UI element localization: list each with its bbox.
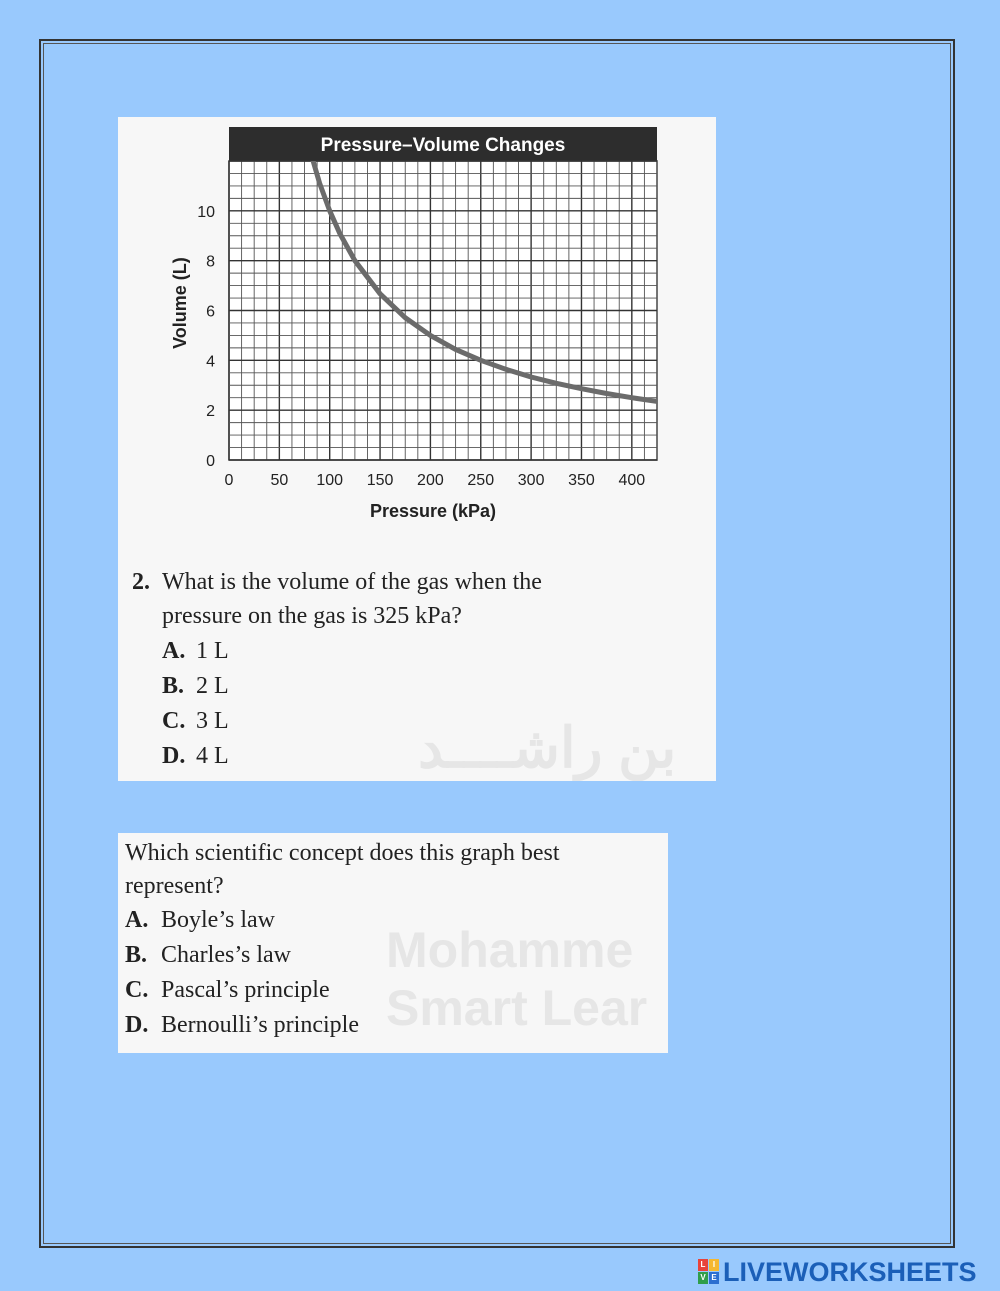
question-text-line-1: Which scientific concept does this graph best: [125, 840, 560, 866]
question-concept: [125, 837, 665, 1043]
answer-option-a[interactable]: [162, 634, 692, 669]
concept-question-card: [118, 833, 668, 1053]
y-tick-label: 0: [206, 453, 215, 470]
y-axis-label: Volume (L): [170, 257, 190, 349]
badge-letter-e: E: [709, 1272, 719, 1284]
watermark-line-1: Mohamme: [386, 922, 634, 978]
x-tick-label: 150: [366, 472, 394, 489]
question-pressure-volume: [132, 565, 692, 774]
option-letter: D.: [125, 1012, 149, 1038]
answer-option-a[interactable]: [125, 903, 665, 938]
answer-option-c[interactable]: [125, 973, 665, 1008]
option-letter: A.: [125, 907, 149, 933]
option-letter: A.: [162, 638, 186, 664]
x-tick-label: 350: [568, 472, 595, 489]
x-axis-label: Pressure (kPa): [369, 501, 497, 521]
question-text-line-2: pressure on the gas is 325 kPa?: [162, 603, 462, 629]
y-tick-label: 6: [206, 303, 215, 321]
option-text: Bernoulli’s principle: [161, 1012, 359, 1038]
option-letter: D.: [162, 743, 186, 769]
option-text: 2 L: [196, 673, 229, 699]
x-tick-label: 0: [224, 472, 234, 489]
watermark-line-2: Smart Lear: [386, 980, 648, 1036]
x-tick-label: 50: [270, 472, 289, 489]
question-text-line-1: What is the volume of the gas when the: [162, 569, 542, 595]
badge-letter-i: I: [709, 1259, 719, 1271]
x-tick-label: 250: [467, 472, 495, 489]
option-text: Charles’s law: [161, 942, 291, 968]
liveworksheets-logo[interactable]: [698, 1257, 977, 1287]
question-number: 2.: [132, 569, 150, 595]
answer-option-b[interactable]: [162, 669, 692, 704]
y-tick-label: 10: [197, 203, 215, 221]
option-text: Boyle’s law: [161, 907, 275, 933]
y-tick-label: 2: [206, 403, 215, 421]
option-letter: B.: [162, 673, 185, 699]
question-text: [162, 565, 692, 633]
x-tick-label: 200: [417, 472, 444, 489]
y-tick-label: 4: [206, 353, 215, 371]
answer-option-c[interactable]: [162, 704, 692, 739]
watermark-arabic: بن راشــــد: [418, 716, 677, 779]
x-tick-label: 400: [618, 472, 646, 489]
answer-options: [162, 634, 692, 774]
y-tick-label: 8: [206, 253, 215, 271]
chart-title: Pressure–Volume Changes: [320, 135, 566, 156]
x-tick-label: 100: [316, 472, 344, 489]
option-letter: B.: [125, 942, 148, 968]
badge-letter-l: L: [698, 1259, 708, 1271]
option-letter: C.: [125, 977, 149, 1003]
chart-question-card: [118, 117, 716, 781]
question-text-line-2: represent?: [125, 873, 224, 899]
option-letter: C.: [162, 708, 186, 734]
answer-option-b[interactable]: [125, 938, 665, 973]
liveworksheets-badge-icon: [698, 1259, 720, 1285]
pressure-volume-chart: [118, 117, 716, 537]
answer-option-d[interactable]: [162, 739, 692, 774]
answer-option-d[interactable]: [125, 1008, 665, 1043]
option-text: 1 L: [196, 638, 229, 664]
option-text: Pascal’s principle: [161, 977, 330, 1003]
x-tick-label: 300: [517, 472, 545, 489]
option-text: 3 L: [196, 708, 229, 734]
liveworksheets-brand: LIVEWORKSHEETS: [723, 1256, 977, 1287]
option-text: 4 L: [196, 743, 229, 769]
badge-letter-v: V: [698, 1272, 708, 1284]
